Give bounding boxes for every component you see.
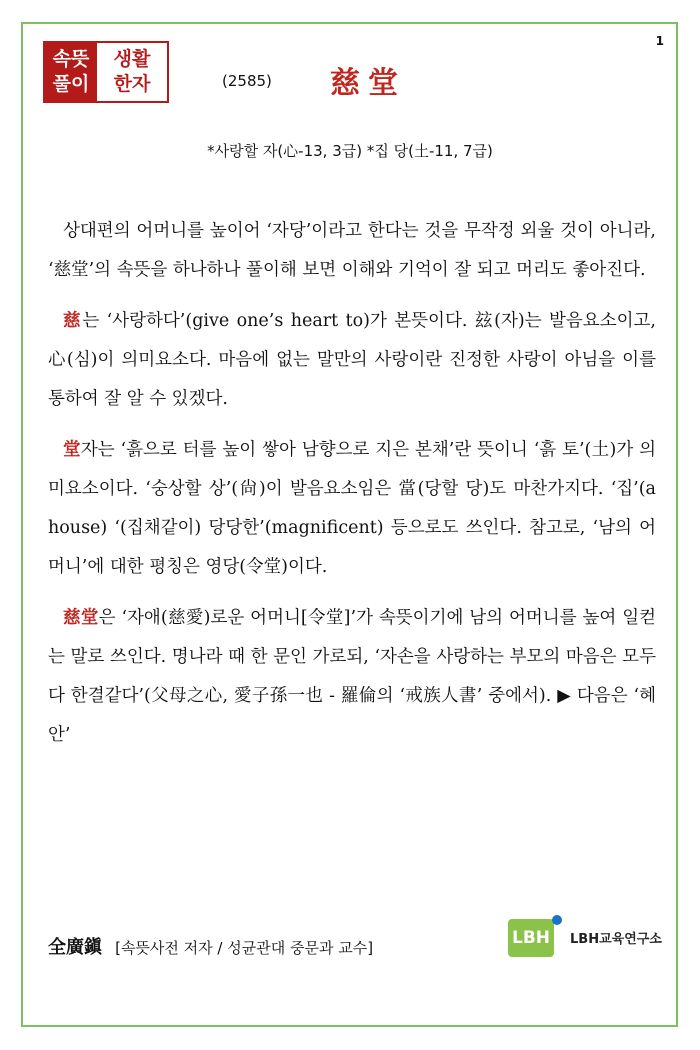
paragraph-4-text: 은 ‘자애(慈愛)로운 어머니[令堂]’가 속뜻이기에 남의 어머니를 높여 일컫는 말로 쓰인다. 명나라 때 한 문인 가로되, ‘자손을 사랑하는 부모의 마음은 모두 다 한결같다’(父母之心, 愛子孫一也 - 羅倫의 ‘戒族人書’ 중에서). ▶ 다음은 ‘혜안’ <box>48 608 657 745</box>
article-body <box>48 212 656 767</box>
paragraph-1-text: 상대편의 어머니를 높이어 ‘자당’이라고 한다는 것을 무작정 외울 것이 아니라, ‘慈堂’의 속뜻을 하나하나 풀이해 보면 이해와 기억이 잘 되고 머리도 좋아진다. <box>48 221 656 280</box>
logo-left-line-2: 풀이 <box>52 73 90 95</box>
paragraph-4-lead: 慈堂 <box>63 608 99 628</box>
org-mark-text: LBH <box>508 919 554 957</box>
lbh-logo-icon <box>508 915 562 959</box>
paragraph-2-lead: 慈 <box>63 311 83 331</box>
logo-left-block <box>45 43 97 101</box>
paragraph-2-text: 는 ‘사랑하다’(give one’s heart to)가 본뜻이다. 玆(자)는 발음요소이고, 心(심)이 의미요소다. 마음에 없는 말만의 사랑이란 진정한 사랑이 아님을 이를 통하여 잘 알 수 있겠다. <box>48 311 656 409</box>
logo-right-block <box>97 43 167 101</box>
page-number: 1 <box>655 34 664 48</box>
paragraph-3-text: 자는 ‘흙으로 터를 높이 쌓아 남향으로 지은 본채’란 뜻이니 ‘흙 토’(土)가 의미요소이다. ‘숭상할 상’(尙)이 발음요소임은 當(당할 당)도 마찬가지다. ‘집’(a house) ‘(집채같이) 당당한’(magnificent) 등으로도 쓰인다. 참고로, ‘남의 어머니’에 대한 평칭은 영당(令堂)이다. <box>48 440 657 577</box>
author-name: 全廣鎭 <box>48 937 102 958</box>
logo-right-line-1: 생활 <box>113 48 151 70</box>
author-description: [속뜻사전 저자 / 성균관대 중문과 교수] <box>115 939 374 957</box>
paragraph-1 <box>48 212 656 290</box>
org-name: LBH교육연구소 <box>570 931 662 947</box>
headline: 慈堂 <box>330 66 406 101</box>
paragraph-3-lead: 堂 <box>63 440 81 460</box>
paragraph-3 <box>48 431 656 587</box>
article-number: (2585) <box>222 72 272 90</box>
paragraph-4 <box>48 599 656 755</box>
subtitle: *사랑할 자(心-13, 3급) *집 당(土-11, 7급) <box>207 142 493 160</box>
author-signature <box>48 933 373 959</box>
org-logo <box>508 915 662 959</box>
logo-left-line-1: 속뜻 <box>52 48 90 70</box>
column-logo <box>43 41 169 103</box>
paragraph-2 <box>48 302 656 419</box>
logo-right-line-2: 한자 <box>113 73 151 95</box>
org-mark-dot <box>552 915 562 925</box>
